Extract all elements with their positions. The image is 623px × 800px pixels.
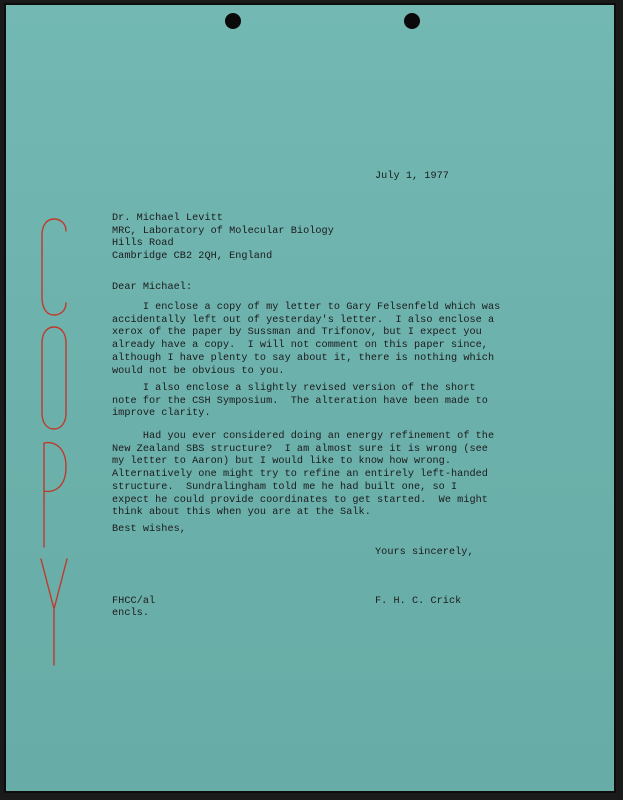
stamp-letter-o — [42, 327, 66, 429]
closing: Best wishes, — [112, 524, 186, 535]
salutation: Dear Michael: — [112, 282, 193, 293]
recipient-line: Dr. Michael Levitt — [112, 213, 223, 224]
recipient-line: Hills Road — [112, 238, 174, 250]
letter-page — [4, 3, 616, 793]
punch-hole-right — [404, 13, 420, 29]
enclosures-note: encls. — [112, 608, 149, 619]
stamp-letter-y — [41, 559, 67, 665]
complimentary-close: Yours sincerely, — [375, 547, 474, 558]
recipient-line: MRC, Laboratory of Molecular Biology — [112, 225, 334, 237]
stamp-letter-c — [42, 219, 66, 315]
body-paragraph-1: I enclose a copy of my letter to Gary Felsenfeld which was accidentally left out of yesterday's letter. I also enclose a xerox of the paper by Sussman and Trifonov, but I expect you already have a copy. I will not comment on this paper since, although I have plenty to say about it, there is nothing which would not be obvious to you. — [112, 302, 501, 377]
recipient-line: Cambridge CB2 2QH, England — [112, 251, 273, 263]
body-paragraph-3: Had you ever considered doing an energy refinement of the New Zealand SBS structure? I am almost sure it is wrong (see my letter to Aaron) but I would like to know how wrong. Alternatively one might try to refine an entirely left-handed structure. Sundralingham told me he had built one, so I expect he could provide coordinates to get started. We might think about this when you are at the Salk. — [112, 431, 495, 519]
copy-stamp — [36, 217, 76, 667]
letter-date: July 1, 1977 — [375, 171, 449, 182]
body-paragraph-2: I also enclose a slightly revised version of the short note for the CSH Symposium. The alteration have been made to improve clarity. — [112, 383, 488, 420]
reference-initials: FHCC/al — [112, 596, 156, 607]
punch-hole-left — [225, 13, 241, 29]
recipient-address — [112, 213, 334, 264]
signature-name: F. H. C. Crick — [375, 596, 462, 607]
stamp-letter-p — [44, 443, 66, 547]
